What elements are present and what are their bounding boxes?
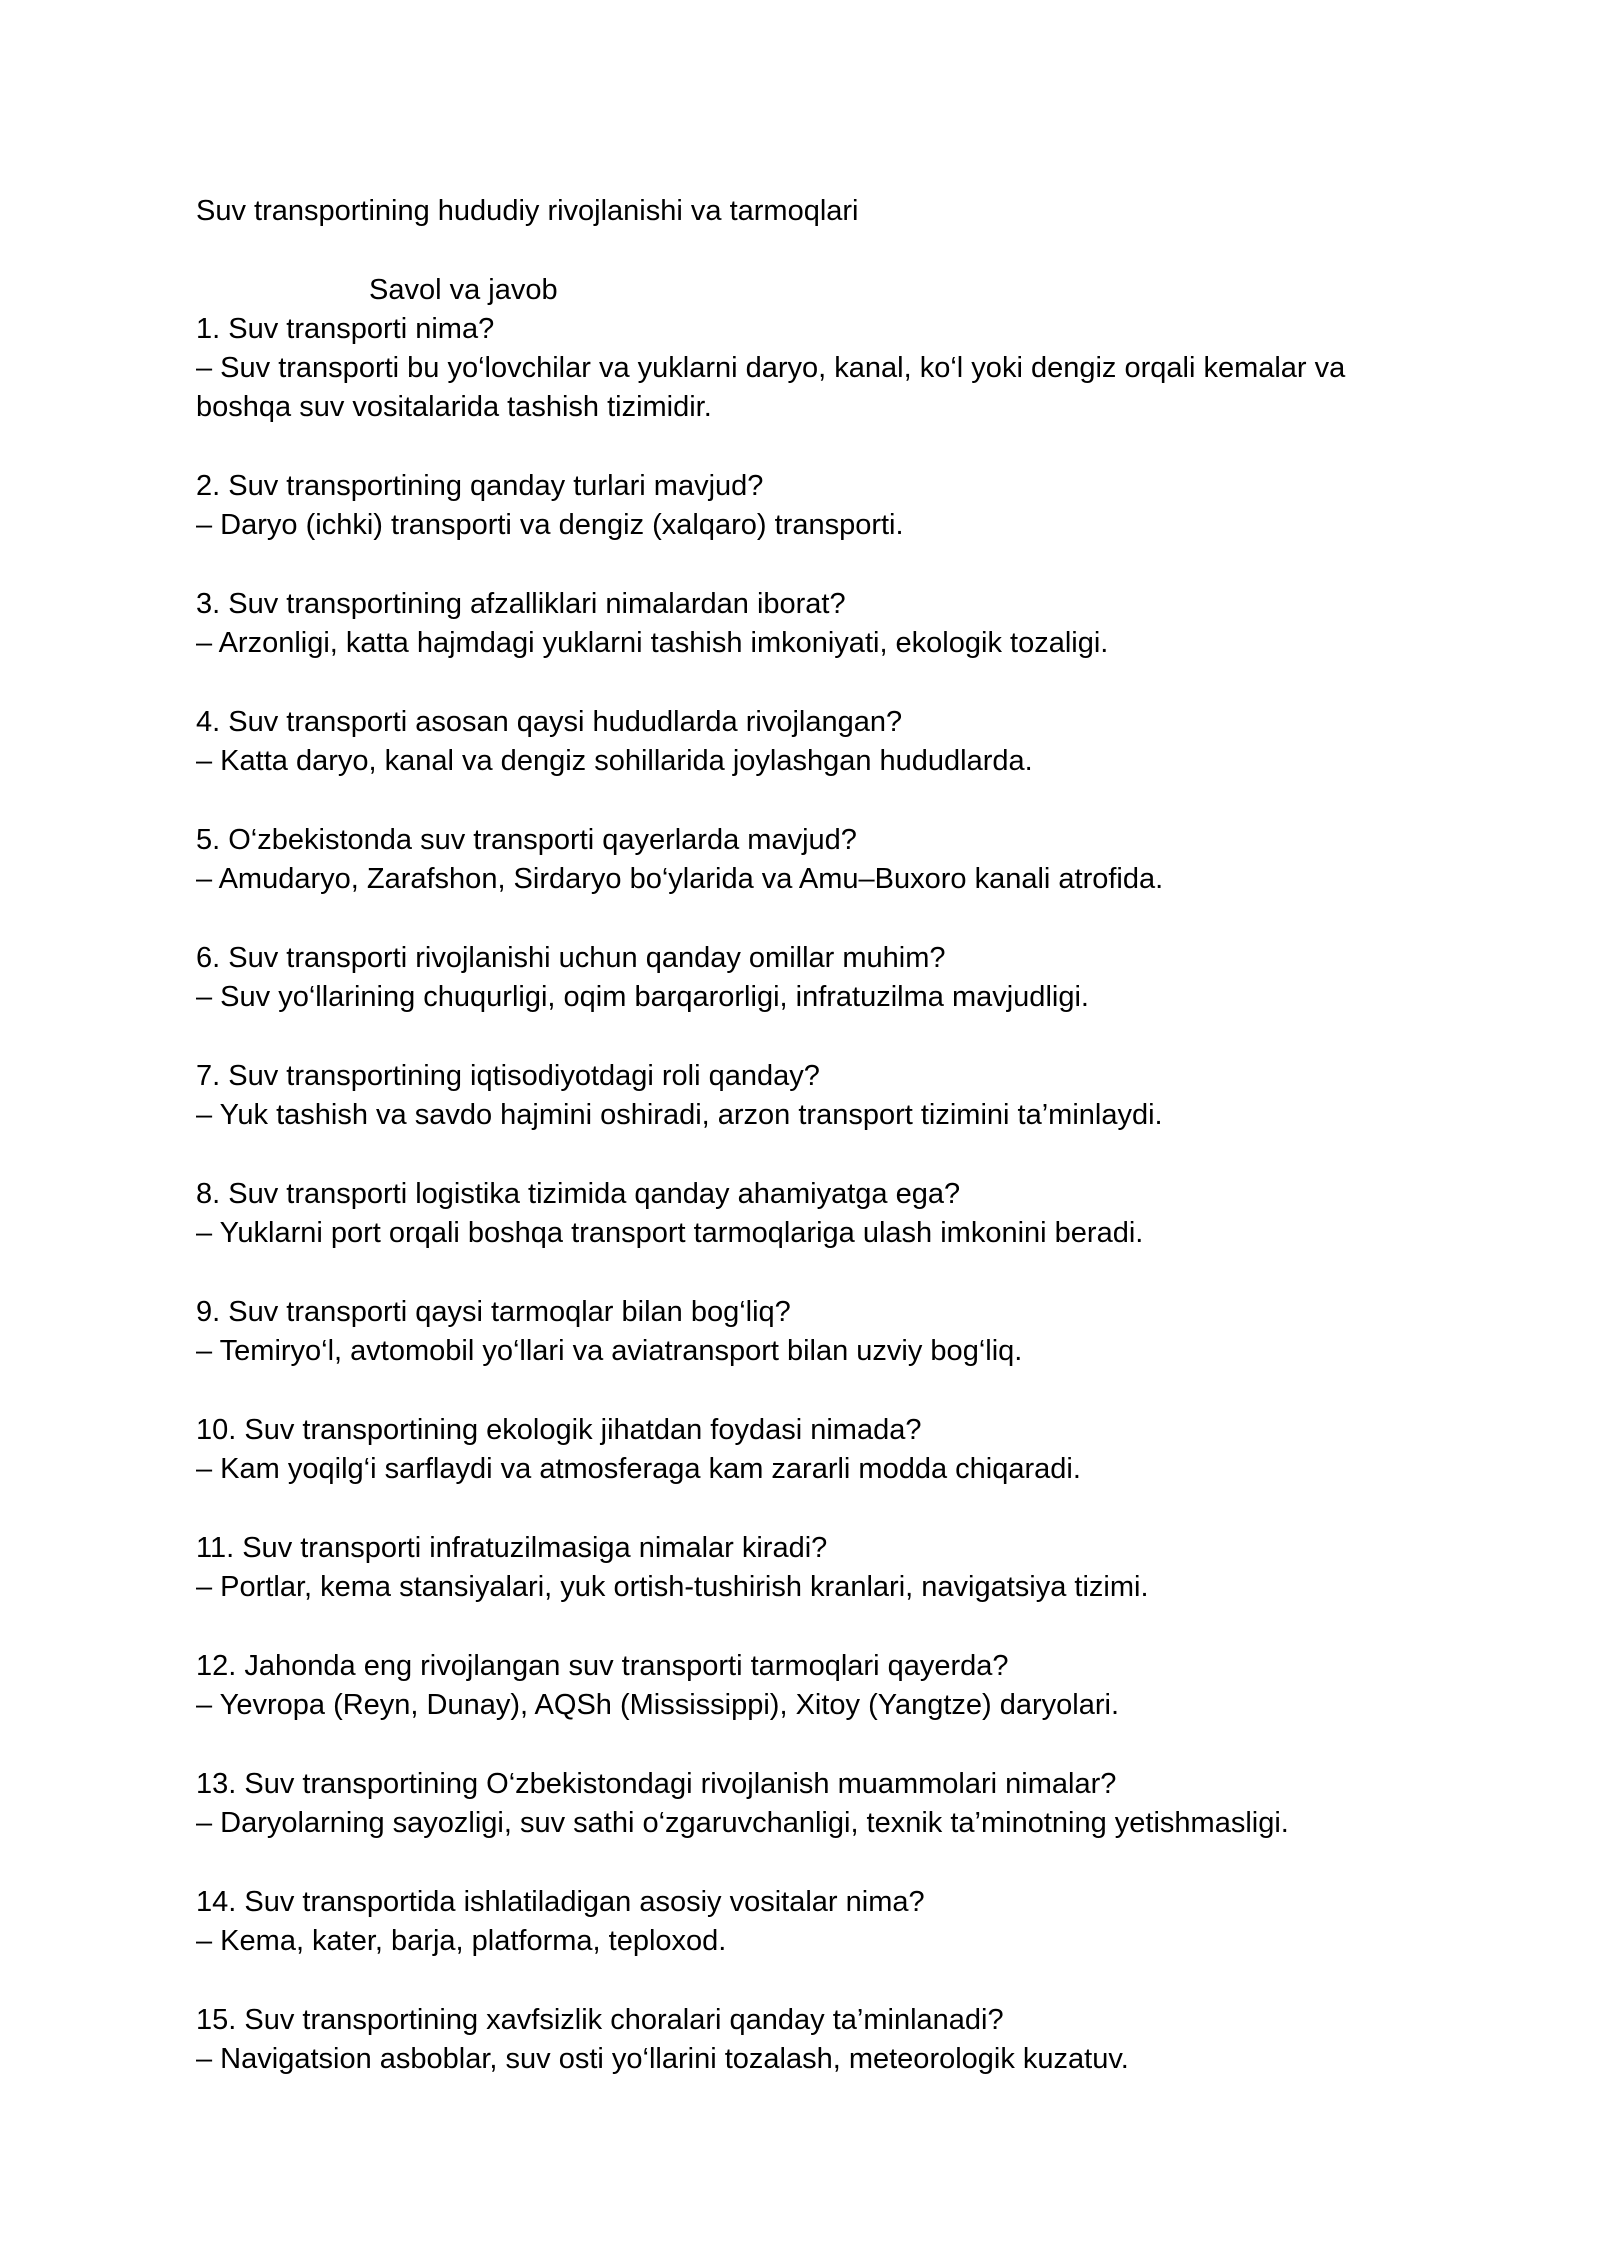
question-text: 7. Suv transportining iqtisodiyotdagi roli qanday? — [196, 1060, 820, 1092]
question-text: 2. Suv transportining qanday turlari mavjud? — [196, 470, 764, 502]
answer-text: – Arzonligi, katta hajmdagi yuklarni tashish imkoniyati, ekologik tozaligi. — [196, 627, 1109, 659]
qa-item — [196, 467, 1436, 545]
qa-item — [196, 703, 1436, 781]
question-text: 10. Suv transportining ekologik jihatdan foydasi nimada? — [196, 1414, 922, 1446]
document-subtitle: Savol va javob — [369, 274, 558, 306]
question-text: 5. O‘zbekistonda suv transporti qayerlarda mavjud? — [196, 824, 857, 856]
qa-item — [196, 1647, 1436, 1725]
qa-list — [196, 310, 1436, 2079]
qa-item — [196, 1293, 1436, 1371]
answer-text: – Amudaryo, Zarafshon, Sirdaryo bo‘ylarida va Amu–Buxoro kanali atrofida. — [196, 863, 1164, 895]
qa-item — [196, 1057, 1436, 1135]
answer-text: – Temiryo‘l, avtomobil yo‘llari va aviatransport bilan uzviy bog‘liq. — [196, 1335, 1023, 1367]
answer-text: – Daryolarning sayozligi, suv sathi o‘zgaruvchanligi, texnik ta’minotning yetishmasligi. — [196, 1807, 1289, 1839]
question-text: 15. Suv transportining xavfsizlik choralari qanday ta’minlanadi? — [196, 2004, 1004, 2036]
qa-item — [196, 585, 1436, 663]
document-page — [196, 192, 1436, 2119]
question-text: 4. Suv transporti asosan qaysi hududlarda rivojlangan? — [196, 706, 903, 738]
qa-item — [196, 2001, 1436, 2079]
answer-text: – Kam yoqilg‘i sarflaydi va atmosferaga kam zararli modda chiqaradi. — [196, 1453, 1081, 1485]
qa-item — [196, 1175, 1436, 1253]
answer-text: – Yevropa (Reyn, Dunay), AQSh (Mississippi), Xitoy (Yangtze) daryolari. — [196, 1689, 1120, 1721]
question-text: 1. Suv transporti nima? — [196, 313, 495, 345]
answer-text: – Navigatsion asboblar, suv osti yo‘llarini tozalash, meteorologik kuzatuv. — [196, 2043, 1129, 2075]
qa-item — [196, 1765, 1436, 1843]
answer-text: – Suv yo‘llarining chuqurligi, oqim barqarorligi, infratuzilma mavjudligi. — [196, 981, 1089, 1013]
question-text: 12. Jahonda eng rivojlangan suv transporti tarmoqlari qayerda? — [196, 1650, 1009, 1682]
answer-text: – Suv transporti bu yo‘lovchilar va yuklarni daryo, kanal, ko‘l yoki dengiz orqali kemalar va boshqa suv vositalarida tashish tizimidir. — [196, 352, 1346, 423]
qa-item — [196, 1411, 1436, 1489]
question-text: 9. Suv transporti qaysi tarmoqlar bilan bog‘liq? — [196, 1296, 791, 1328]
question-text: 13. Suv transportining O‘zbekistondagi rivojlanish muammolari nimalar? — [196, 1768, 1117, 1800]
answer-text: – Katta daryo, kanal va dengiz sohillarida joylashgan hududlarda. — [196, 745, 1033, 777]
qa-item — [196, 1529, 1436, 1607]
qa-item — [196, 821, 1436, 899]
qa-item — [196, 1883, 1436, 1961]
answer-text: – Yuk tashish va savdo hajmini oshiradi, arzon transport tizimini ta’minlaydi. — [196, 1099, 1163, 1131]
answer-text: – Portlar, kema stansiyalari, yuk ortish-tushirish kranlari, navigatsiya tizimi. — [196, 1571, 1149, 1603]
document-title: Suv transportining hududiy rivojlanishi va tarmoqlari — [196, 195, 859, 227]
question-text: 3. Suv transportining afzalliklari nimalardan iborat? — [196, 588, 846, 620]
qa-item — [196, 310, 1436, 427]
answer-text: – Yuklarni port orqali boshqa transport tarmoqlariga ulash imkonini beradi. — [196, 1217, 1144, 1249]
question-text: 6. Suv transporti rivojlanishi uchun qanday omillar muhim? — [196, 942, 946, 974]
qa-item — [196, 939, 1436, 1017]
answer-text: – Daryo (ichki) transporti va dengiz (xalqaro) transporti. — [196, 509, 904, 541]
answer-text: – Kema, kater, barja, platforma, teploxod. — [196, 1925, 727, 1957]
question-text: 11. Suv transporti infratuzilmasiga nimalar kiradi? — [196, 1532, 828, 1564]
question-text: 14. Suv transportida ishlatiladigan asosiy vositalar nima? — [196, 1886, 925, 1918]
question-text: 8. Suv transporti logistika tizimida qanday ahamiyatga ega? — [196, 1178, 961, 1210]
